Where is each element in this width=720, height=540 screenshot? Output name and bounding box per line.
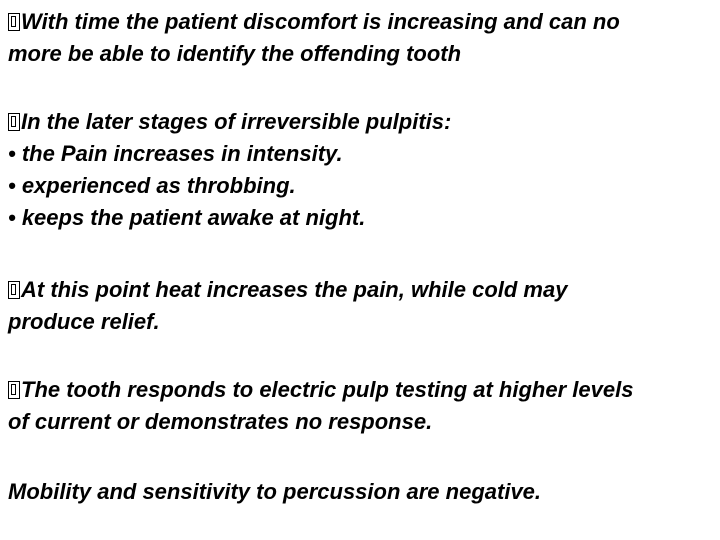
bullet-item-text: • the Pain increases in intensity. — [8, 141, 343, 166]
bullet-item-text: • keeps the patient awake at night. — [8, 205, 366, 230]
paragraph-4-line-2-text: of current or demonstrates no response. — [8, 409, 433, 434]
paragraph-1-line-2-text: more be able to identify the offending tooth — [8, 41, 462, 66]
paragraph-4-line-2 — [8, 406, 432, 438]
paragraph-5-line-1 — [8, 476, 541, 508]
bullet-item-throbbing — [8, 170, 296, 202]
missing-glyph-box-icon — [8, 13, 20, 31]
missing-glyph-box-icon — [8, 381, 20, 399]
paragraph-4-line-1-text: The tooth responds to electric pulp testing at higher levels — [21, 377, 634, 402]
paragraph-3-line-2 — [8, 306, 160, 338]
paragraph-2-line-1-text: In the later stages of irreversible pulpitis: — [21, 109, 452, 134]
missing-glyph-box-icon — [8, 281, 20, 299]
bullet-item-text: • experienced as throbbing. — [8, 173, 296, 198]
paragraph-2-line-1 — [8, 106, 451, 138]
paragraph-1-line-1 — [8, 6, 620, 38]
paragraph-3-line-1 — [8, 274, 567, 306]
missing-glyph-box-icon — [8, 113, 20, 131]
paragraph-4-line-1 — [8, 374, 633, 406]
bullet-item-awake-at-night — [8, 202, 365, 234]
paragraph-3-line-2-text: produce relief. — [8, 309, 160, 334]
paragraph-3-line-1-text: At this point heat increases the pain, while cold may — [21, 277, 568, 302]
bullet-item-pain-intensity — [8, 138, 343, 170]
paragraph-5-line-1-text: Mobility and sensitivity to percussion are negative. — [8, 479, 542, 504]
paragraph-1-line-1-text: With time the patient discomfort is increasing and can no — [21, 9, 620, 34]
paragraph-1-line-2 — [8, 38, 461, 70]
